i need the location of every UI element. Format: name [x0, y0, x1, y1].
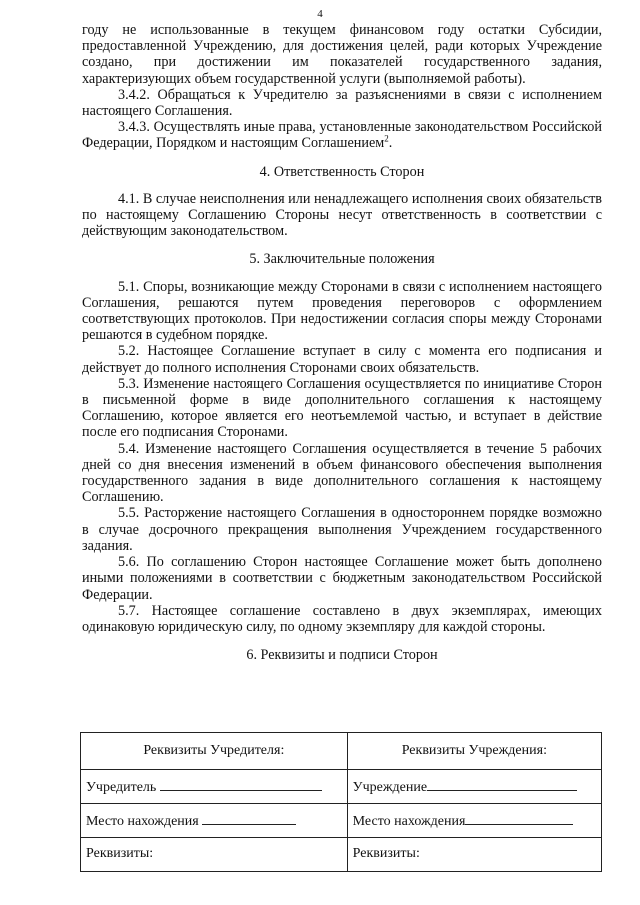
document-body — [82, 22, 602, 674]
founder-location-cell — [81, 804, 348, 838]
institution-location-cell — [347, 804, 601, 838]
paragraph-continuation: году не использованные в текущем финансовом году остатки Субсидии, предоставленной Учреждению, для достижения целей, ради которых Учреждение создано, при достижении им показателей государственного задания, характеризующих объем государственной услуги (выполняемой работы). — [82, 22, 602, 87]
paragraph-3-4-3 — [82, 119, 602, 151]
founder-requisites-header: Реквизиты Учредителя: — [81, 733, 348, 770]
paragraph-3-4-3-text: 3.4.3. Осуществлять иные права, установленные законодательством Российской Федерации, Порядком и настоящим Соглашением — [82, 119, 602, 152]
paragraph-5-1: 5.1. Споры, возникающие между Сторонами в связи с исполнением настоящего Соглашения, решаются путем проведения переговоров с оформлением соответствующих протоколов. При недостижении согласия споры между Сторонами решаются в судебном порядке. — [82, 278, 602, 344]
institution-label: Учреждение — [352, 779, 428, 795]
page-number: 4 — [317, 8, 323, 20]
section-heading-4: 4. Ответственность Сторон — [259, 163, 425, 180]
paragraph-5-4: 5.4. Изменение настоящего Соглашения осуществляется в течение 5 рабочих дней со дня внесения изменений в объем финансового обеспечения выполнения государственного задания в виде дополнительного соглашения к настоящему Соглашению. — [82, 440, 602, 506]
founder-cell — [81, 770, 348, 804]
paragraph-5-5: 5.5. Расторжение настоящего Соглашения в одностороннем порядке возможно в случае досрочного прекращения выполнения Учреждением государственного задания. — [82, 505, 602, 554]
founder-requisites-cell: Реквизиты: — [81, 838, 348, 872]
institution-cell — [347, 770, 601, 804]
table-row — [81, 733, 602, 770]
footnote-marker: 2 — [384, 133, 389, 144]
table-row — [81, 804, 602, 838]
paragraph-4-1: 4.1. В случае неисполнения или ненадлежащего исполнения своих обязательств по настоящему Соглашению Стороны несут ответственность в соответствии с действующим законодательством. — [82, 190, 602, 240]
institution-requisites-header: Реквизиты Учреждения: — [347, 733, 601, 770]
founder-label: Учредитель — [86, 779, 157, 795]
section-heading-5: 5. Заключительные положения — [249, 251, 435, 268]
founder-location-label: Место нахождения — [86, 813, 199, 829]
founder-location-line[interactable] — [202, 811, 296, 825]
paragraph-5-6: 5.6. По соглашению Сторон настоящее Соглашение может быть дополнено иными положениями в соответствии с бюджетным законодательством Российской Федерации. — [82, 554, 602, 603]
paragraph-3-4-2: 3.4.2. Обращаться к Учредителю за разъяснениями в связи с исполнением настоящего Соглашения. — [82, 86, 602, 120]
section-heading-6: 6. Реквизиты и подписи Сторон — [246, 647, 438, 664]
institution-requisites-cell: Реквизиты: — [347, 838, 601, 872]
paragraph-3-4-3-end: . — [388, 135, 393, 152]
institution-signature-line[interactable] — [427, 777, 577, 791]
requisites-table — [80, 732, 602, 872]
founder-signature-line[interactable] — [160, 777, 322, 791]
table-row — [81, 770, 602, 804]
paragraph-5-3: 5.3. Изменение настоящего Соглашения осуществляется по инициативе Сторон в письменной форме в виде дополнительного соглашения к настоящему Соглашению, которое является его неотъемлемой частью, и вступает в действие после его подписания Сторонами. — [82, 375, 602, 441]
paragraph-5-7: 5.7. Настоящее соглашение составлено в двух экземплярах, имеющих одинаковую юридическую силу, по одному экземпляру для каждой стороны. — [82, 602, 602, 635]
paragraph-5-2: 5.2. Настоящее Соглашение вступает в силу с момента его подписания и действует до полного исполнения Сторонами своих обязательств. — [82, 343, 602, 376]
institution-location-line[interactable] — [465, 811, 573, 825]
institution-location-label: Место нахождения — [352, 813, 466, 829]
table-row — [81, 838, 602, 872]
